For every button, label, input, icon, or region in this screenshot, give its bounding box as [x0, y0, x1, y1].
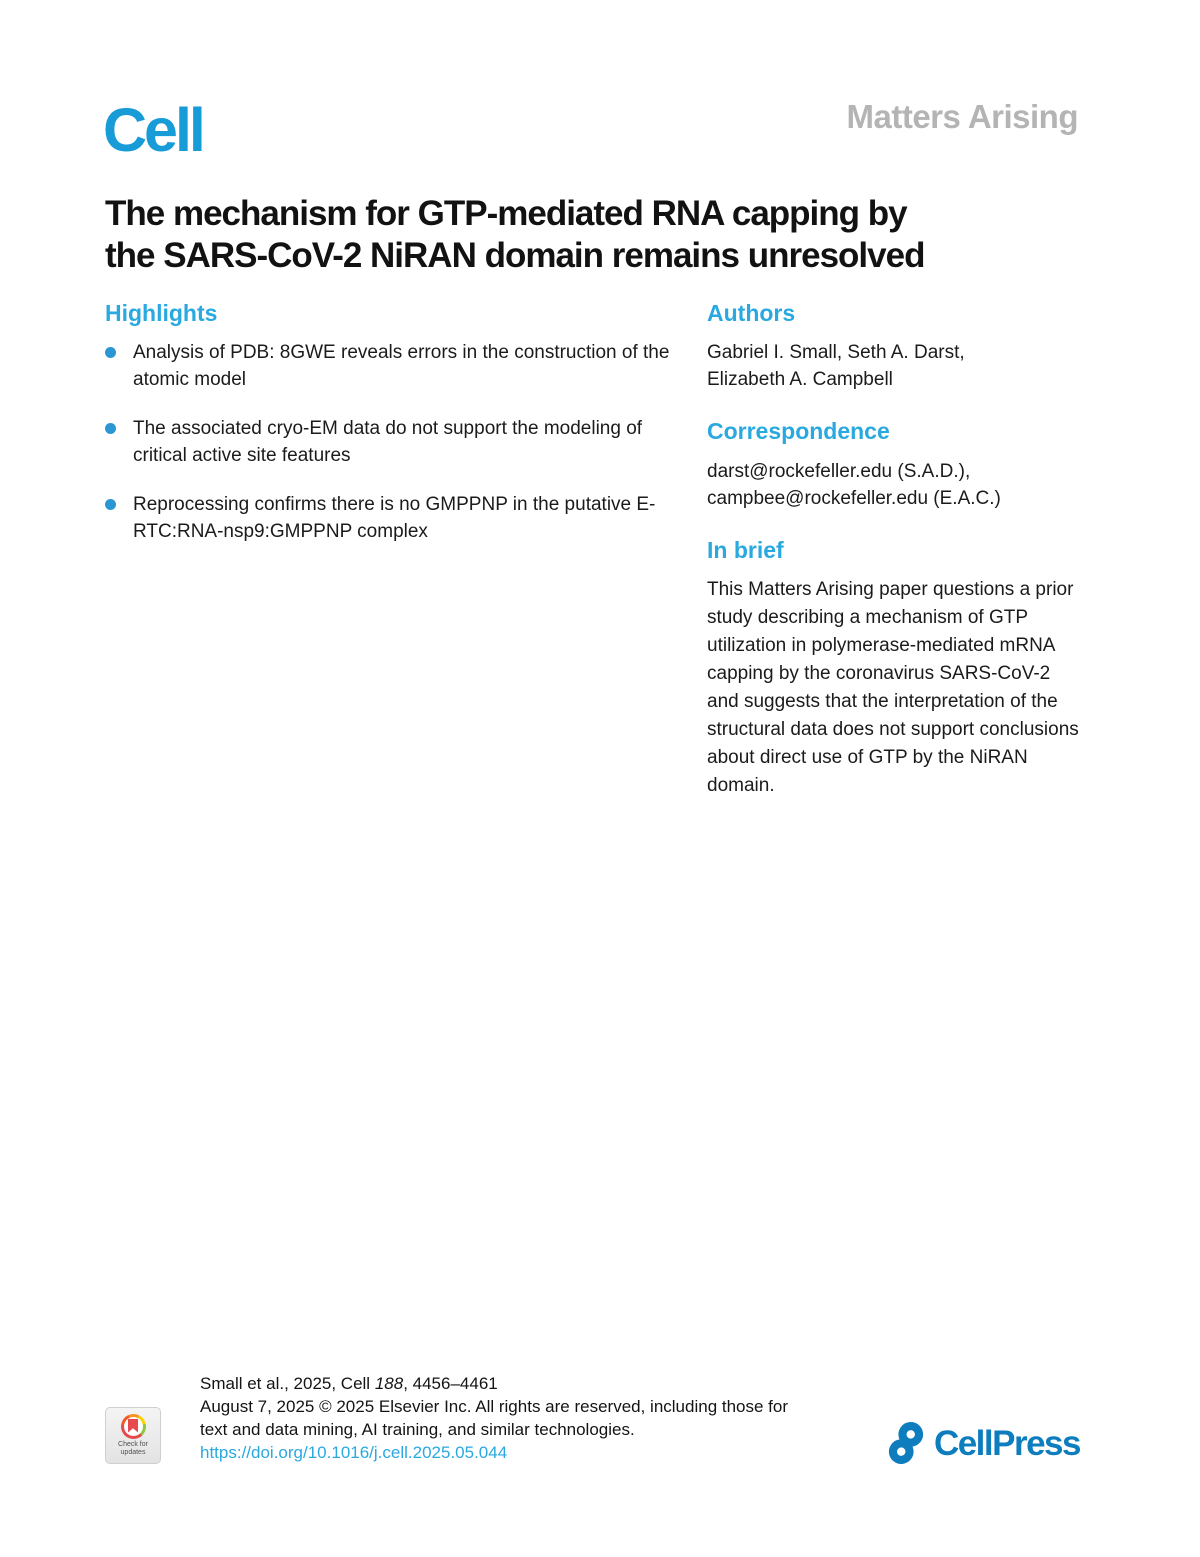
page-title-line2: the SARS-CoV-2 NiRAN domain remains unresolved	[105, 236, 925, 275]
highlight-text: The associated cryo-EM data do not support the modeling of critical active site features	[133, 418, 643, 467]
article-type-label: Matters Arising	[846, 98, 1078, 135]
check-for-updates-badge[interactable]	[105, 1407, 161, 1464]
cellpress-logo-icon	[885, 1422, 927, 1464]
page-title	[105, 193, 1095, 277]
cellpress-logo-text: CellPress	[933, 1423, 1080, 1463]
highlight-item	[105, 491, 673, 545]
doi-link[interactable]: https://doi.org/10.1016/j.cell.2025.05.044	[200, 1443, 508, 1462]
in-brief-section	[707, 538, 1080, 800]
correspondence-heading: Correspondence	[707, 418, 890, 445]
cellpress-logo	[885, 1422, 1080, 1464]
check-for-updates-label: Check for updates	[118, 1441, 148, 1456]
highlight-text: Analysis of PDB: 8GWE reveals errors in the construction of the atomic model	[133, 342, 670, 391]
crossmark-icon	[121, 1414, 146, 1439]
authors-line: Elizabeth A. Campbell	[707, 369, 893, 391]
citation-block	[200, 1372, 788, 1464]
citation-volume: 188	[374, 1374, 404, 1393]
highlight-item	[105, 339, 673, 393]
body-columns	[105, 301, 1080, 800]
highlights-section	[105, 301, 673, 567]
authors-section	[707, 301, 1080, 393]
copyright-line: text and data mining, AI training, and similar technologies.	[200, 1420, 635, 1439]
correspondence-section	[707, 419, 1080, 511]
highlights-list	[105, 339, 673, 545]
in-brief-heading: In brief	[707, 536, 784, 563]
authors-heading: Authors	[707, 300, 796, 326]
cell-journal-logo: Cell	[103, 96, 203, 164]
highlights-heading: Highlights	[105, 300, 218, 326]
bullet-icon	[105, 347, 116, 358]
copyright-line: August 7, 2025 © 2025 Elsevier Inc. All rights are reserved, including those for	[200, 1397, 789, 1416]
right-column	[707, 301, 1080, 800]
bullet-icon	[105, 423, 116, 434]
correspondence-email-line: campbee@rockefeller.edu (E.A.C.)	[707, 487, 1001, 509]
highlight-text: Reprocessing confirms there is no GMPPNP in the putative E-RTC:RNA-nsp9:GMPPNP complex	[133, 494, 656, 543]
page-title-line1: The mechanism for GTP-mediated RNA capping by	[105, 194, 907, 233]
highlight-item	[105, 415, 673, 469]
bullet-icon	[105, 499, 116, 510]
in-brief-text: This Matters Arising paper questions a prior study describing a mechanism of GTP utilization in polymerase-mediated mRNA capping by the coronavirus SARS-CoV-2 and suggests that the interpretation of the structural data does not support conclusions about direct use of GTP by the NiRAN domain.	[707, 578, 1079, 796]
authors-line: Gabriel I. Small, Seth A. Darst,	[707, 342, 965, 364]
citation-line: Small et al., 2025, Cell 188, 4456–4461	[200, 1374, 498, 1393]
correspondence-email-line: darst@rockefeller.edu (S.A.D.),	[707, 460, 971, 482]
